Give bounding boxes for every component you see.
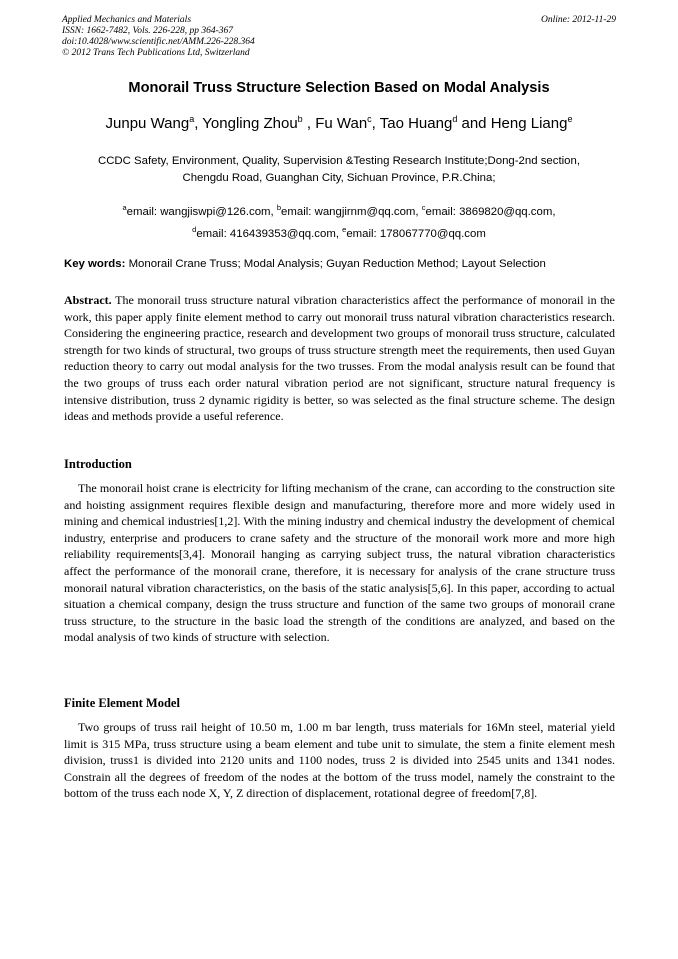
online-date: Online: 2012-11-29	[540, 15, 616, 25]
copyright-line: © 2012 Trans Tech Publications Ltd, Switzerland	[62, 48, 250, 58]
author-name: Fu Wan	[315, 115, 368, 132]
email-address: email: wangjirnm@qq.com,	[281, 206, 422, 218]
email-sup: b	[276, 203, 282, 212]
email-sup: e	[342, 225, 347, 234]
author-sup: b	[297, 114, 303, 124]
author-list	[40, 114, 638, 132]
introduction-heading: Introduction	[64, 457, 132, 471]
email-address: email: wangjiswpi@126.com,	[126, 206, 277, 218]
email-address: email: 416439353@qq.com,	[196, 228, 343, 240]
author-name: Junpu Wang	[105, 115, 190, 132]
journal-header	[62, 15, 616, 59]
fem-paragraph: Two groups of truss rail height of 10.50 m, 1.00 m bar length, truss materials for 16Mn steel, material yield limit is 315 MPa, truss structure using a beam element and tube unit to simulate, the stem a finite element mesh division, truss1 is divided into 2120 units and 1100 nodes, truss 2 is divided into 2545 units and 1341 nodes. Constrain all the degrees of freedom of the nodes at the bottom of the truss model, namely the constraint to the bottom of the truss each node X, Y, Z direction of displacement, rotational degree of freedom[7,8].	[64, 720, 615, 801]
affiliation-line: CCDC Safety, Environment, Quality, Supervision &Testing Research Institute;Dong-2nd section,	[97, 155, 580, 167]
author-sup: c	[367, 114, 372, 124]
author-sup: a	[189, 114, 195, 124]
author-name: Tao Huang	[379, 115, 453, 132]
keywords-text: Monorail Crane Truss; Modal Analysis; Guyan Reduction Method; Layout Selection	[125, 258, 546, 270]
email-address: email: 3869820@qq.com,	[425, 206, 556, 218]
author-sup: d	[452, 114, 458, 124]
fem-heading: Finite Element Model	[64, 696, 180, 710]
author-name: Yongling Zhou	[202, 115, 298, 132]
issn-line: ISSN: 1662-7482, Vols. 226-228, pp 364-367	[62, 26, 233, 36]
author-sep: and	[457, 115, 491, 132]
email-sup: d	[192, 225, 197, 234]
author-sep: ,	[194, 115, 203, 132]
email-sup: a	[122, 203, 127, 212]
affiliation	[40, 153, 638, 187]
abstract-text: The monorail truss structure natural vibration characteristics affect the performance of monorail in the work, this paper apply finite element method to carry out monorail truss natural vibration characteristics research. Considering the engineering practice, research and development two groups of monorail truss structure, calculated strength for two kinds of structural, two groups of truss structure strength meet the requirements, then used Guyan reduction theory to carry out modal analysis for the two trusses. From the modal analysis result can be found that the two groups of truss each order natural vibration period are not significant, structure natural frequency is intensive distribution, truss 2 dynamic rigidity is better, so was selected as the final structure scheme. The design ideas and methods provide a useful reference.	[64, 293, 615, 424]
keywords	[64, 257, 624, 271]
author-sup: e	[567, 114, 573, 124]
introduction-paragraph: The monorail hoist crane is electricity for lifting mechanism of the crane, can according to the construction site and hoisting assignment requires flexible design and manufacturing, therefore more and more widely used in mining and chemical industries[1,2]. With the mining industry and chemical industry the development of chemical industry, enterprise and producers to crane safety and the structure of the monorail work more and more high reliability requirements[3,4]. Monorail hanging as carrying subject truss, the natural vibration characteristics affect the performance of the monorail crane, therefore, it is necessary for analysis of the crane structure truss monorail natural vibration characteristics, on the basis of the static analysis[5,6]. In this paper, according to actual situation a chemical company, design the truss structure and function of the same two groups of monorail crane truss structure, to the structure in the basic load the strength of the conditions are analyzed, and based on the modal analysis of two kinds of structure with selection.	[64, 481, 615, 645]
email-address: email: 178067770@qq.com	[346, 228, 486, 240]
journal-name: Applied Mechanics and Materials	[62, 15, 192, 25]
author-name: Heng Liang	[490, 115, 568, 132]
email-sup: c	[421, 203, 426, 212]
keywords-label: Key words:	[64, 258, 126, 270]
author-sep: ,	[371, 115, 380, 132]
paper-title: Monorail Truss Structure Selection Based on Modal Analysis	[128, 80, 550, 96]
abstract	[64, 292, 615, 425]
doi-line: doi:10.4028/www.scientific.net/AMM.226-228.364	[62, 37, 255, 47]
affiliation-line: Chengdu Road, Guanghan City, Sichuan Province, P.R.China;	[182, 172, 496, 184]
email-list	[40, 199, 638, 243]
abstract-label: Abstract.	[64, 293, 112, 307]
author-sep: ,	[302, 115, 316, 132]
